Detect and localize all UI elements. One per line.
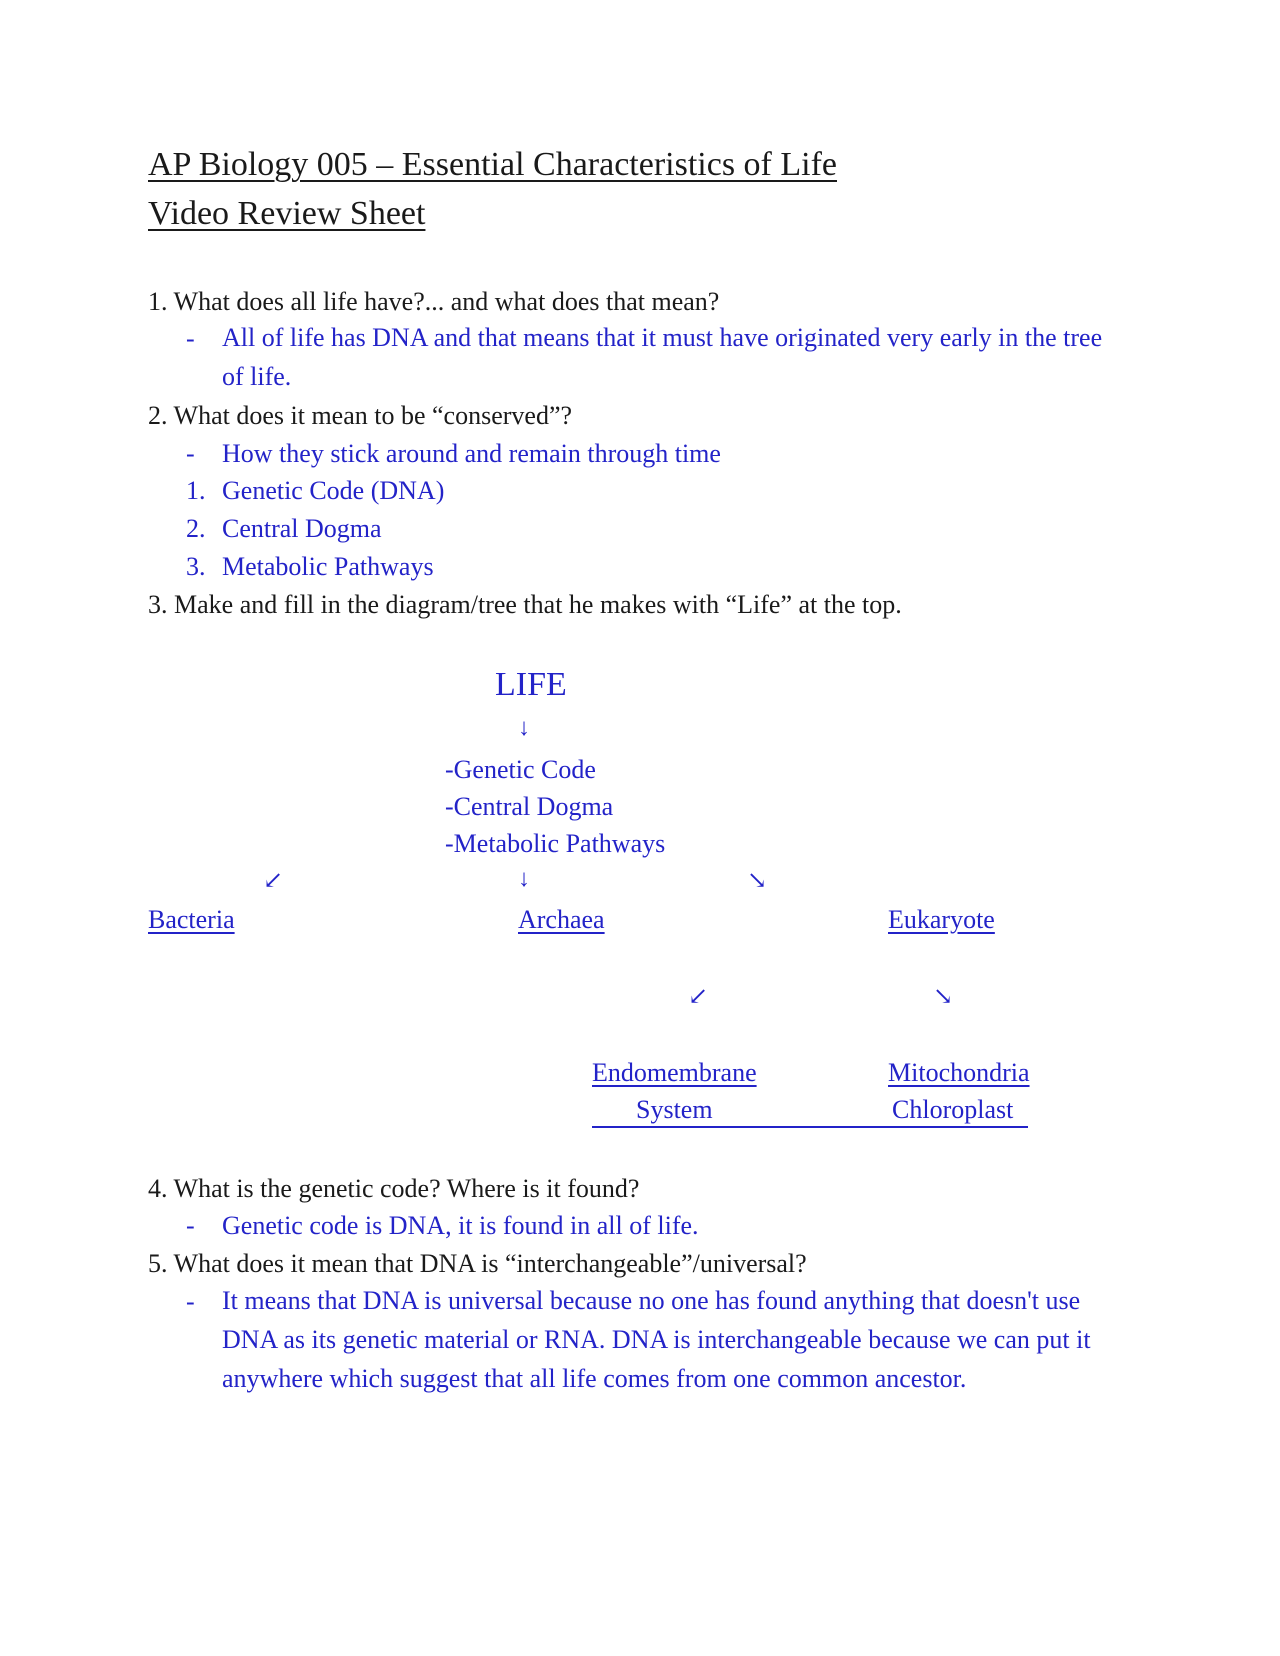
trait-central-dogma: -Central Dogma — [445, 792, 614, 821]
question-1: 1. What does all life have?... and what does that mean? — [148, 287, 720, 316]
list-item-metabolic-pathways: Metabolic Pathways — [222, 552, 434, 581]
list-item-central-dogma: Central Dogma — [222, 514, 382, 543]
arrow-down-right-icon: ↘ — [933, 984, 954, 1010]
answer-5: It means that DNA is universal because no one has found anything that doesn't use DNA as its genetic material or RNA. DNA is interchangeable because we can put it anywhere which suggest that all life comes from one common ancestor. — [222, 1286, 1091, 1393]
question-3: 3. Make and fill in the diagram/tree that he makes with “Life” at the top. — [148, 590, 902, 619]
answer-4: Genetic code is DNA, it is found in all of life. — [222, 1211, 699, 1240]
branch-endomembrane-system: System — [636, 1095, 713, 1124]
page-subtitle: Video Review Sheet — [148, 195, 426, 232]
answer-1: All of life has DNA and that means that it must have originated very early in the tree of life. — [222, 323, 1103, 391]
answer-1-bullet: - — [186, 324, 195, 353]
arrow-down-right-icon: ↘ — [747, 868, 768, 894]
trait-genetic-code: -Genetic Code — [445, 755, 596, 784]
question-4: 4. What is the genetic code? Where is it found? — [148, 1174, 640, 1203]
question-2: 2. What does it mean to be “conserved”? — [148, 401, 573, 430]
answer-2: How they stick around and remain through time — [222, 439, 721, 468]
branch-underline — [592, 1126, 1028, 1128]
arrow-down-icon: ↓ — [518, 715, 530, 741]
domain-archaea: Archaea — [518, 905, 605, 934]
branch-chloroplast: Chloroplast — [892, 1095, 1014, 1124]
list-number-2: 2. — [186, 514, 206, 543]
branch-endomembrane: Endomembrane — [592, 1058, 757, 1087]
page-title: AP Biology 005 – Essential Characteristics of Life — [148, 146, 837, 183]
domain-eukaryote: Eukaryote — [888, 905, 995, 934]
domain-bacteria: Bacteria — [148, 905, 235, 934]
arrow-down-left-icon: ↙ — [688, 984, 709, 1010]
trait-metabolic-pathways: -Metabolic Pathways — [445, 829, 666, 858]
question-5: 5. What does it mean that DNA is “interchangeable”/universal? — [148, 1249, 807, 1278]
list-number-1: 1. — [186, 476, 206, 505]
list-number-3: 3. — [186, 552, 206, 581]
arrow-down-left-icon: ↙ — [263, 868, 284, 894]
answer-2-bullet: - — [186, 439, 195, 468]
list-item-genetic-code: Genetic Code (DNA) — [222, 476, 445, 505]
arrow-down-icon: ↓ — [518, 866, 530, 892]
tree-root-life: LIFE — [495, 666, 567, 703]
answer-5-bullet: - — [186, 1287, 195, 1316]
branch-mitochondria: Mitochondria — [888, 1058, 1030, 1087]
answer-4-bullet: - — [186, 1211, 195, 1240]
